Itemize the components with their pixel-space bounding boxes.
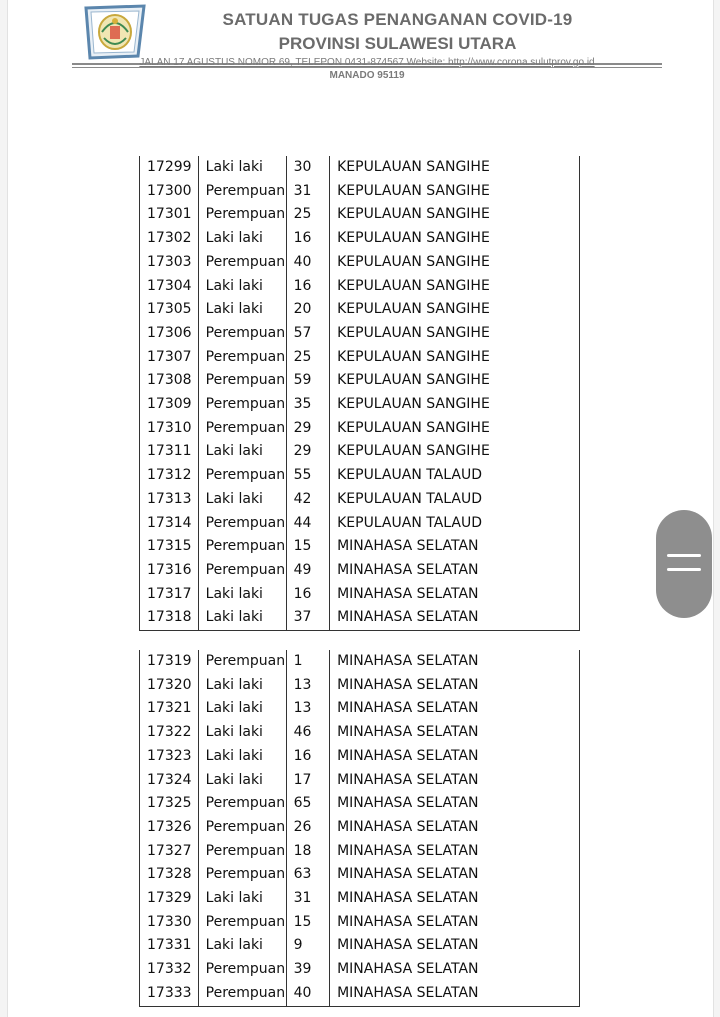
table-row (140, 934, 580, 958)
table-row (140, 440, 580, 464)
table-row (140, 251, 580, 275)
region-cell: MINAHASA SELATAN (330, 583, 580, 607)
gender-cell: Perempuan (198, 840, 286, 864)
case-number-cell: 17303 (140, 251, 199, 275)
case-number-cell: 17300 (140, 180, 199, 204)
case-table-2-body (140, 650, 580, 1006)
case-table-2 (139, 650, 580, 1007)
case-number-cell: 17324 (140, 769, 199, 793)
case-number-cell: 17315 (140, 535, 199, 559)
region-cell: KEPULAUAN SANGIHE (330, 227, 580, 251)
gender-cell: Perempuan (198, 369, 286, 393)
age-cell: 46 (286, 721, 329, 745)
table-row (140, 606, 580, 630)
region-cell: KEPULAUAN SANGIHE (330, 180, 580, 204)
case-number-cell: 17325 (140, 792, 199, 816)
case-number-cell: 17320 (140, 674, 199, 698)
region-cell: MINAHASA SELATAN (330, 674, 580, 698)
gender-cell: Laki laki (198, 488, 286, 512)
case-number-cell: 17299 (140, 156, 199, 180)
gender-cell: Perempuan (198, 863, 286, 887)
case-number-cell: 17323 (140, 745, 199, 769)
region-cell: MINAHASA SELATAN (330, 606, 580, 630)
region-cell: KEPULAUAN SANGIHE (330, 369, 580, 393)
age-cell: 40 (286, 251, 329, 275)
case-number-cell: 17305 (140, 298, 199, 322)
case-number-cell: 17309 (140, 393, 199, 417)
table-row (140, 816, 580, 840)
case-number-cell: 17329 (140, 887, 199, 911)
region-cell: MINAHASA SELATAN (330, 721, 580, 745)
table-row (140, 535, 580, 559)
case-number-cell: 17318 (140, 606, 199, 630)
page-edge-left (0, 0, 8, 1017)
table-row (140, 156, 580, 180)
age-cell: 16 (286, 275, 329, 299)
table-row (140, 745, 580, 769)
age-cell: 9 (286, 934, 329, 958)
gender-cell: Laki laki (198, 769, 286, 793)
gender-cell: Perempuan (198, 958, 286, 982)
case-number-cell: 17330 (140, 911, 199, 935)
region-cell: MINAHASA SELATAN (330, 840, 580, 864)
table-row (140, 393, 580, 417)
table-row (140, 583, 580, 607)
region-cell: KEPULAUAN TALAUD (330, 464, 580, 488)
age-cell: 16 (286, 745, 329, 769)
age-cell: 44 (286, 512, 329, 536)
gender-cell: Laki laki (198, 674, 286, 698)
gender-cell: Perempuan (198, 982, 286, 1006)
table-row (140, 559, 580, 583)
case-number-cell: 17306 (140, 322, 199, 346)
gender-cell: Perempuan (198, 911, 286, 935)
case-number-cell: 17314 (140, 512, 199, 536)
age-cell: 40 (286, 982, 329, 1006)
region-cell: KEPULAUAN SANGIHE (330, 346, 580, 370)
table-row (140, 911, 580, 935)
age-cell: 63 (286, 863, 329, 887)
age-cell: 18 (286, 840, 329, 864)
age-cell: 35 (286, 393, 329, 417)
region-cell: KEPULAUAN SANGIHE (330, 393, 580, 417)
case-number-cell: 17331 (140, 934, 199, 958)
gender-cell: Perempuan (198, 559, 286, 583)
region-cell: MINAHASA SELATAN (330, 934, 580, 958)
case-table-1 (139, 156, 580, 631)
table-row (140, 792, 580, 816)
region-cell: MINAHASA SELATAN (330, 887, 580, 911)
table-row (140, 322, 580, 346)
table-row (140, 674, 580, 698)
table-row (140, 721, 580, 745)
case-number-cell: 17326 (140, 816, 199, 840)
region-cell: KEPULAUAN SANGIHE (330, 322, 580, 346)
case-number-cell: 17328 (140, 863, 199, 887)
gender-cell: Perempuan (198, 535, 286, 559)
region-cell: MINAHASA SELATAN (330, 535, 580, 559)
region-cell: KEPULAUAN SANGIHE (330, 417, 580, 441)
gender-cell: Perempuan (198, 322, 286, 346)
table-row (140, 769, 580, 793)
table-row (140, 346, 580, 370)
case-number-cell: 17316 (140, 559, 199, 583)
table-row (140, 887, 580, 911)
letterhead-title-line2: PROVINSI SULAWESI UTARA (278, 34, 517, 53)
region-cell: KEPULAUAN TALAUD (330, 488, 580, 512)
gender-cell: Perempuan (198, 792, 286, 816)
case-number-cell: 17327 (140, 840, 199, 864)
case-number-cell: 17333 (140, 982, 199, 1006)
region-cell: KEPULAUAN SANGIHE (330, 275, 580, 299)
gender-cell: Laki laki (198, 745, 286, 769)
table-row (140, 982, 580, 1006)
gender-cell: Perempuan (198, 180, 286, 204)
age-cell: 17 (286, 769, 329, 793)
age-cell: 16 (286, 227, 329, 251)
case-number-cell: 17319 (140, 650, 199, 674)
gender-cell: Perempuan (198, 464, 286, 488)
gender-cell: Perempuan (198, 816, 286, 840)
region-cell: MINAHASA SELATAN (330, 816, 580, 840)
table-row (140, 863, 580, 887)
case-number-cell: 17302 (140, 227, 199, 251)
table-row (140, 697, 580, 721)
case-number-cell: 17321 (140, 697, 199, 721)
case-number-cell: 17311 (140, 440, 199, 464)
gender-cell: Perempuan (198, 650, 286, 674)
case-table-1-body (140, 156, 580, 631)
age-cell: 65 (286, 792, 329, 816)
age-cell: 29 (286, 417, 329, 441)
gender-cell: Perempuan (198, 393, 286, 417)
table-row (140, 650, 580, 674)
table-row (140, 958, 580, 982)
age-cell: 37 (286, 606, 329, 630)
age-cell: 31 (286, 180, 329, 204)
gender-cell: Laki laki (198, 583, 286, 607)
gender-cell: Laki laki (198, 298, 286, 322)
gender-cell: Laki laki (198, 887, 286, 911)
table-row (140, 275, 580, 299)
table-row (140, 227, 580, 251)
age-cell: 59 (286, 369, 329, 393)
table-row (140, 417, 580, 441)
table-row (140, 488, 580, 512)
age-cell: 31 (286, 887, 329, 911)
region-cell: KEPULAUAN SANGIHE (330, 251, 580, 275)
gender-cell: Laki laki (198, 440, 286, 464)
table-row (140, 369, 580, 393)
case-number-cell: 17313 (140, 488, 199, 512)
region-cell: MINAHASA SELATAN (330, 697, 580, 721)
age-cell: 49 (286, 559, 329, 583)
gender-cell: Laki laki (198, 156, 286, 180)
age-cell: 55 (286, 464, 329, 488)
gender-cell: Perempuan (198, 417, 286, 441)
age-cell: 39 (286, 958, 329, 982)
letterhead-city: MANADO 95119 (329, 70, 405, 81)
age-cell: 15 (286, 911, 329, 935)
letterhead-address: JALAN 17 AGUSTUS NOMOR 69, TELEPON 0431-874567 Website: http://www.corona.sulutprov.go.id (139, 57, 595, 68)
region-cell: MINAHASA SELATAN (330, 745, 580, 769)
region-cell: MINAHASA SELATAN (330, 792, 580, 816)
page-edge-right (713, 0, 720, 1017)
region-cell: MINAHASA SELATAN (330, 769, 580, 793)
age-cell: 15 (286, 535, 329, 559)
age-cell: 42 (286, 488, 329, 512)
age-cell: 16 (286, 583, 329, 607)
age-cell: 29 (286, 440, 329, 464)
region-cell: KEPULAUAN SANGIHE (330, 298, 580, 322)
region-cell: MINAHASA SELATAN (330, 958, 580, 982)
case-number-cell: 17301 (140, 203, 199, 227)
gender-cell: Perempuan (198, 251, 286, 275)
age-cell: 25 (286, 346, 329, 370)
gender-cell: Perempuan (198, 346, 286, 370)
age-cell: 13 (286, 697, 329, 721)
provincial-emblem-icon (82, 2, 148, 60)
case-number-cell: 17304 (140, 275, 199, 299)
gender-cell: Laki laki (198, 606, 286, 630)
gender-cell: Laki laki (198, 721, 286, 745)
age-cell: 1 (286, 650, 329, 674)
age-cell: 20 (286, 298, 329, 322)
region-cell: MINAHASA SELATAN (330, 982, 580, 1006)
region-cell: MINAHASA SELATAN (330, 650, 580, 674)
gender-cell: Laki laki (198, 227, 286, 251)
gender-cell: Perempuan (198, 512, 286, 536)
gender-cell: Laki laki (198, 697, 286, 721)
age-cell: 25 (286, 203, 329, 227)
case-number-cell: 17332 (140, 958, 199, 982)
table-row (140, 464, 580, 488)
case-number-cell: 17312 (140, 464, 199, 488)
gender-cell: Laki laki (198, 934, 286, 958)
region-cell: MINAHASA SELATAN (330, 559, 580, 583)
age-cell: 26 (286, 816, 329, 840)
scroll-handle[interactable] (656, 510, 712, 618)
gender-cell: Laki laki (198, 275, 286, 299)
case-number-cell: 17322 (140, 721, 199, 745)
region-cell: KEPULAUAN TALAUD (330, 512, 580, 536)
region-cell: KEPULAUAN SANGIHE (330, 156, 580, 180)
region-cell: KEPULAUAN SANGIHE (330, 203, 580, 227)
region-cell: MINAHASA SELATAN (330, 911, 580, 935)
case-number-cell: 17317 (140, 583, 199, 607)
gender-cell: Perempuan (198, 203, 286, 227)
age-cell: 30 (286, 156, 329, 180)
table-row (140, 203, 580, 227)
table-row (140, 840, 580, 864)
table-row (140, 298, 580, 322)
region-cell: KEPULAUAN SANGIHE (330, 440, 580, 464)
table-row (140, 180, 580, 204)
table-row (140, 512, 580, 536)
region-cell: MINAHASA SELATAN (330, 863, 580, 887)
case-number-cell: 17308 (140, 369, 199, 393)
case-number-cell: 17307 (140, 346, 199, 370)
letterhead-title-line1: SATUAN TUGAS PENANGANAN COVID-19 (222, 10, 573, 29)
age-cell: 13 (286, 674, 329, 698)
age-cell: 57 (286, 322, 329, 346)
case-number-cell: 17310 (140, 417, 199, 441)
